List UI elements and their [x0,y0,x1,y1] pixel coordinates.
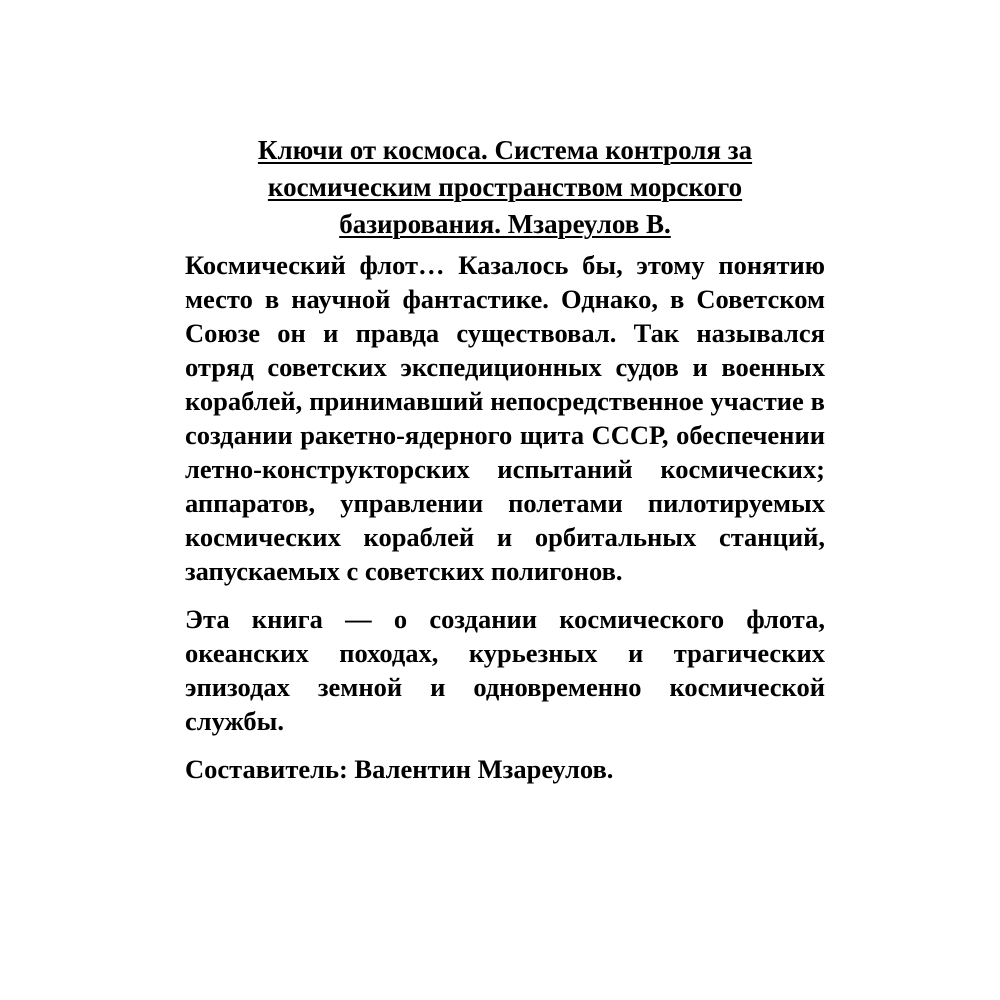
description-paragraph: Космический флот… Казалось бы, этому понятию место в научной фантастике. Однако, в Советском Союзе он и правда существовал. Так назывался отряд советских экспедиционных судов и военных кораблей, принимавший непосредственное участие в создании ракетно-ядерного щита СССР, обеспечении летно-конструкторских испытаний космических; аппаратов, управлении полетами пилотируемых космических кораблей и орбитальных станций, запускаемых с советских полигонов. [185,250,825,586]
document-page [185,132,825,786]
compiler-credit: Составитель: Валентин Мзареулов. [185,754,614,784]
document-title: Ключи от космоса. Система контроля за космическим пространством морского базирования. Мзареулов В. [257,135,753,239]
summary-paragraph: Эта книга — о создании космического флота, океанских походах, курьезных и трагических эпизодах земной и одновременно космической службы. [185,604,825,736]
